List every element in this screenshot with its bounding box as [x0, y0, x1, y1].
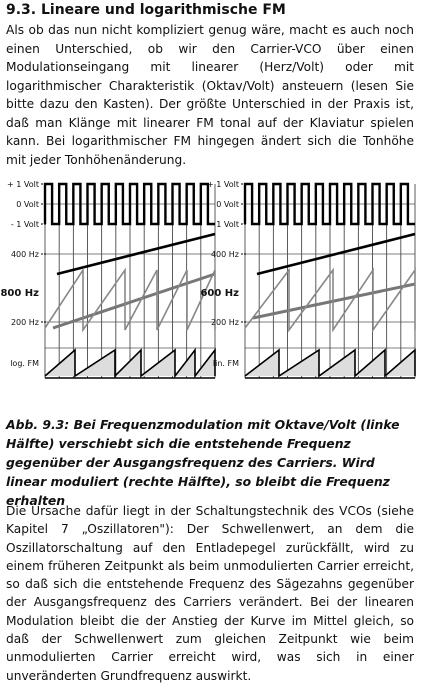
- explanation-paragraph: Die Ursache dafür liegt in der Schaltungstechnik des VCOs (siehe Kapitel 7 „Oszillatoren"): Der Schwellenwert, an dem die Oszillatorschaltung auf den Entladepegel zurückfällt, wird zu einem früheren Zeitpunkt als beim unmodulierten Carrier erreicht, so daß sich die entstehende Frequenz des Sägezahns gegenüber der Ausgangsfrequenz des Carriers verändert. Bei der linearen Modulation bleibt die der Anstieg der Kurve im Mittel gleich, so daß der Schwellenwert zum gleichen Zeitpunkt wie beim unmodulierten Carrier erreicht wird, was sich in einer unveränderten Grundfrequenz auswirkt.: [6, 504, 414, 683]
- fm-waveform-figure: [0, 172, 426, 404]
- axis-label: log. FM: [10, 359, 39, 368]
- axis-label: + 1 Volt: [7, 180, 39, 189]
- axis-label: lin. FM: [212, 359, 239, 368]
- axis-label: 200 Hz: [210, 318, 239, 327]
- section-heading: 9.3. Lineare und logarithmische FM: [6, 2, 286, 18]
- log-fm-panel: [0, 180, 215, 378]
- lin-fm-panel: [200, 180, 415, 378]
- axis-label: - 1 Volt: [10, 220, 39, 229]
- axis-label: 400 Hz: [210, 250, 239, 259]
- axis-label: 0 Volt: [216, 200, 239, 209]
- axis-label: - 1 Volt: [210, 220, 239, 229]
- axis-label: 0 Volt: [16, 200, 39, 209]
- intro-paragraph: Als ob das nun nicht kompliziert genug wäre, macht es auch noch einen Unterschied, ob wir den Carrier-VCO über einen Modulationseingang mit linearer (Herz/Volt) oder mit logarithmischer Charakteristik (Oktav/Volt) ansteuern (lesen Sie bitte dazu den Kasten). Der größte Unterschied in der Praxis ist, daß man Klänge mit linearer FM tonal auf der Klaviatur spielen kann. Bei logarithmischer FM hingegen ändert sich die Tonhöhe mit jeder Tonhöhenänderung.: [6, 23, 414, 167]
- frequency-trace: [53, 274, 215, 328]
- axis-label: 200 Hz: [10, 318, 39, 327]
- axis-label: 800 Hz: [0, 288, 39, 299]
- axis-label: 600 Hz: [200, 288, 239, 299]
- axis-label: + 1 Volt: [207, 180, 239, 189]
- frequency-trace: [253, 284, 415, 318]
- figure-caption: Abb. 9.3: Bei Frequenzmodulation mit Oktave/Volt (linke Hälfte) verschiebt sich die entstehende Frequenz gegenüber der Ausgangsfrequenz des Carriers. Wird linear moduliert (rechte Hälfte), so bleibt die Frequenz erhalten: [6, 417, 400, 508]
- axis-label: 400 Hz: [10, 250, 39, 259]
